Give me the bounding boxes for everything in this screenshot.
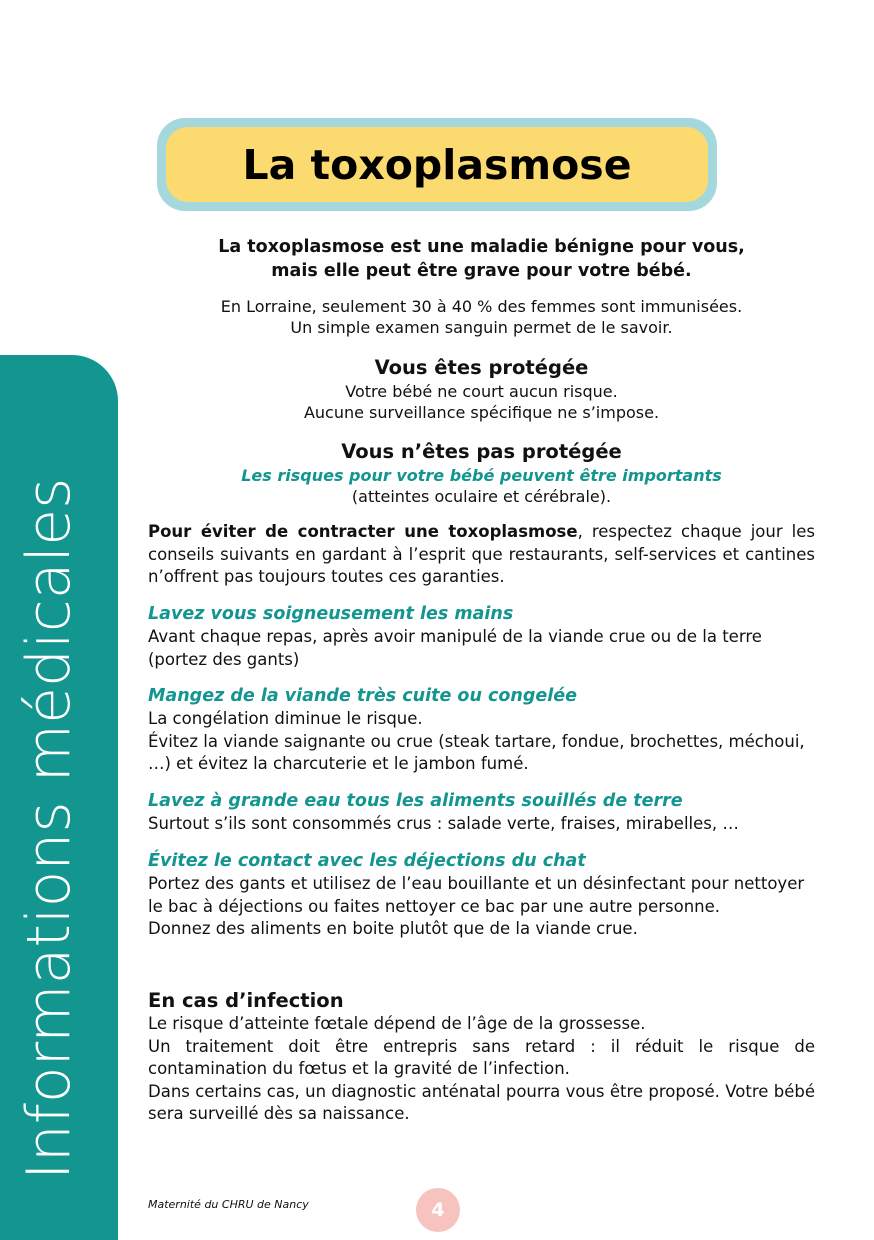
advice-item — [148, 850, 815, 941]
intro-text — [150, 235, 813, 283]
footer-source: Maternité du CHRU de Nancy — [148, 1198, 309, 1211]
infection-line-1: Le risque d’atteinte fœtale dépend de l’âge de la grossesse. — [148, 1014, 646, 1033]
page-title: La toxoplasmose — [242, 140, 632, 189]
advice-intro-bold: Pour éviter de contracter une toxoplasmose — [148, 522, 578, 541]
not-protected-section — [150, 439, 813, 507]
protected-heading: Vous êtes protégée — [374, 356, 589, 379]
protected-line-2: Aucune surveillance spécifique ne s’impose. — [303, 403, 660, 422]
advice-text: Portez des gants et utilisez de l’eau bouillante et un désinfectant pour nettoyer le bac à déjections ou faites nettoyer ce bac par une autre personne. — [148, 874, 805, 916]
sidebar-label: Informations médicales — [14, 477, 84, 1180]
intro-line-1: La toxoplasmose est une maladie bénigne pour vous, — [218, 237, 745, 257]
advice-item — [148, 790, 815, 836]
advice-heading: Lavez à grande eau tous les aliments souillés de terre — [148, 791, 683, 811]
not-protected-heading: Vous n’êtes pas protégée — [341, 440, 622, 463]
advice-text: Donnez des aliments en boite plutôt que de la viande crue. — [148, 919, 638, 939]
risk-warning: Les risques pour votre bébé peuvent être importants — [241, 466, 722, 485]
advice-heading: Lavez vous soigneusement les mains — [148, 604, 514, 624]
advice-heading: Mangez de la viande très cuite ou congelée — [148, 686, 577, 706]
stat-line-1: En Lorraine, seulement 30 à 40 % des femmes sont immunisées. — [220, 297, 743, 316]
infection-line-3: Dans certains cas, un diagnostic anténatal pourra vous être proposé. Votre bébé sera surveillé dès sa naissance. — [148, 1081, 815, 1124]
advice-text: Surtout s’ils sont consommés crus : salade verte, fraises, mirabelles, … — [148, 814, 739, 833]
advice-intro — [148, 521, 815, 589]
infection-line-2: Un traitement doit être entrepris sans retard : il réduit le risque de contamination du fœtus et la gravité de l’infection. — [148, 1036, 815, 1079]
advice-text: Avant chaque repas, après avoir manipulé de la viande crue ou de la terre (portez des gants) — [148, 627, 762, 669]
stat-line-2: Un simple examen sanguin permet de le savoir. — [290, 318, 673, 337]
title-banner-inner — [166, 127, 708, 202]
advice-heading: Évitez le contact avec les déjections du chat — [148, 851, 586, 871]
page-number-badge: 4 — [416, 1188, 460, 1232]
infection-section — [148, 988, 815, 1126]
advice-item — [148, 603, 815, 671]
advice-text: Évitez la viande saignante ou crue (steak tartare, fondue, brochettes, méchoui, …) et évitez la charcuterie et le jambon fumé. — [148, 731, 805, 774]
intro-line-2: mais elle peut être grave pour votre bébé. — [271, 261, 692, 281]
title-banner — [157, 118, 717, 211]
infection-heading: En cas d’infection — [148, 989, 344, 1012]
protected-section — [150, 355, 813, 423]
advice-item — [148, 685, 815, 776]
risk-detail: (atteintes oculaire et cérébrale). — [351, 487, 612, 506]
immunity-stat — [150, 296, 813, 338]
advice-text: La congélation diminue le risque. — [148, 709, 423, 728]
protected-line-1: Votre bébé ne court aucun risque. — [345, 382, 618, 401]
advice-intro-rest: , respectez chaque jour les conseils suivants en gardant à l’esprit que restaurants, self-services et cantines n’offrent pas toujours toutes ces garanties. — [148, 522, 815, 587]
